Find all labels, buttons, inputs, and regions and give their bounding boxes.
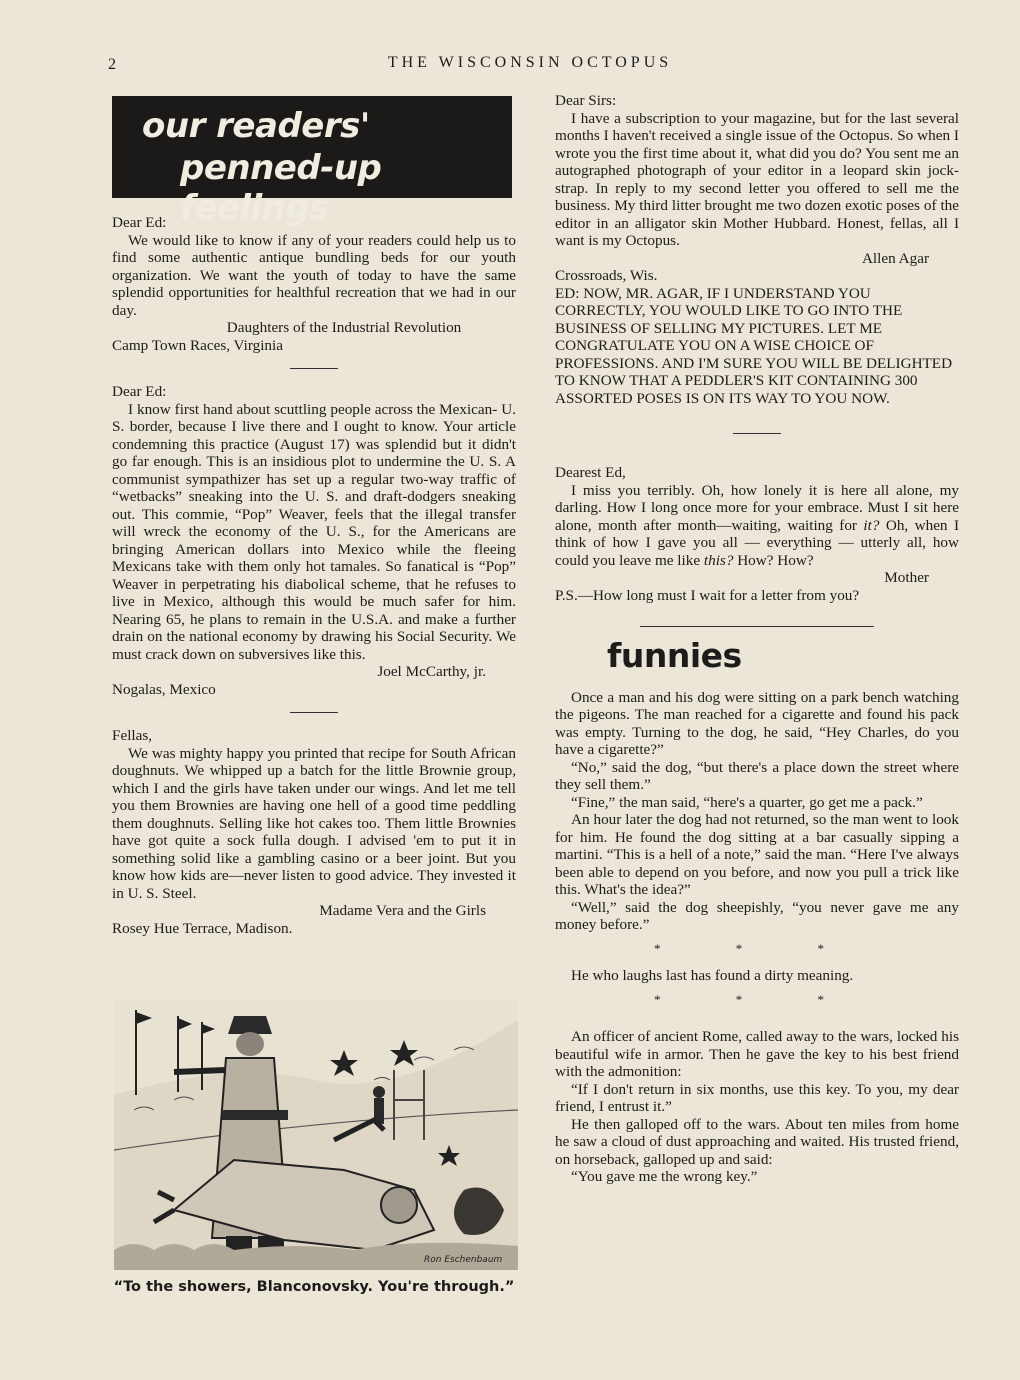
letter-body: We was mighty happy you printed that recipe for South African doughnuts. We whipped up a batch for the little Brownie group, which I and the girls have taken under our wings. And let me tell you them Brownies are having one hell of a good time peddling them doughnuts. Selling like hot cakes too. Them little Brownies have got quite a sock fulla dough. I advised 'em to put it in something solid like a gambling casino or a beer joint. But you know how kids are—never listen to good advice. They invested it in U. S. Steel. <box>112 744 516 902</box>
star-divider: * * * <box>654 991 860 1007</box>
joke-paragraph: He then galloped off to the wars. About ten miles from home he saw a cloud of dust approaching and waited. His trusted friend, on horseback, galloped up and said: <box>555 1115 959 1168</box>
joke-paragraph: “Fine,” the man said, “here's a quarter, go get me a pack.” <box>571 793 923 811</box>
letter-brownies <box>112 727 516 937</box>
magazine-title: THE WISCONSIN OCTOPUS <box>387 54 673 71</box>
letter-salutation: Dear Sirs: <box>555 92 617 109</box>
divider <box>290 712 338 713</box>
letter-signature: Madame Vera and the Girls <box>319 902 486 919</box>
joke-paragraph: “If I don't return in six months, use this key. To you, my dear friend, I entrust it.” <box>555 1080 959 1115</box>
letter-postscript: P.S.—How long must I wait for a letter from you? <box>555 586 860 604</box>
letter-mother <box>555 464 959 604</box>
letter-body: We would like to know if any of your readers could help us to find some authentic antique bundling beds for our youth organization. We want the youth of today to have the same splendid opportunities for healthful recreation that we had in our day. <box>112 231 516 319</box>
left-column <box>112 214 516 937</box>
letter-salutation: Dear Ed: <box>112 214 167 231</box>
joke-dog <box>555 689 959 934</box>
letter-place: Nogalas, Mexico <box>112 680 216 698</box>
page-number: 2 <box>108 56 116 73</box>
letter-body: I know first hand about scuttling people across the Mexican- U. S. border, because I live there and I ought to know. Your article condemning this practice (August 17) was splendid but it didn't go far enough. This is an insidious plot to undermine the U. S. A communist sympathizer has set up a regular two-way traffic of “wetbacks” sneaking into the U. S. and draft-dodgers sneaking out. This commie, “Pop” Weaver, feels that the illegal transfer will wreck the economy of the U. S., for the Americans are bringing American dollars into Mexico while the fleeing Mexicans take with them only hot tamales. So fanatical is “Pop” Weaver in perpetrating his diabolical scheme, that he refuses to live in Mexico, although this would be much safer for him. Nearing 65, he plans to remain in the U.S.A. and make a further drain on the national economy by drawing his Social Security. We must crack down on subversives like this. <box>112 400 516 663</box>
divider <box>640 626 874 627</box>
divider <box>733 433 781 434</box>
letter-subscription <box>555 92 959 407</box>
letter-place: Crossroads, Wis. <box>555 267 658 284</box>
letter-body: I have a subscription to your magazine, but for the last several months I haven't received a single issue of the Octopus. So when I wrote you the first time about it, what did you do? You sent me an autographed photograph of your editor in a leopard skin jock-strap. In reply to my second letter you offered to sell me the business. My third litter brought me two dozen exotic poses of the editor in an alligator skin Mother Hubbard. Honest, fellas, all I want is my Octopus. <box>555 109 959 249</box>
joke-paragraph: An hour later the dog had not returned, so the man went to look for him. He found the dog sitting at a bar casually sipping a martini. “This is a hell of a note,” said the man. “Here I've always been able to depend on you before, and now you pull a trick like this. What's the idea?” <box>555 811 959 898</box>
joke-paragraph: “Well,” said the dog sheepishly, “you never gave me any money before.” <box>555 898 959 933</box>
joke-paragraph: “No,” said the dog, “but there's a place down the street where they sell them.” <box>555 758 959 793</box>
star-divider: * * * <box>654 940 860 956</box>
joke-paragraph: “You gave me the wrong key.” <box>571 1168 758 1185</box>
letter-place: Camp Town Races, Virginia <box>112 336 283 354</box>
letter-signature: Joel McCarthy, jr. <box>377 663 486 680</box>
letter-salutation: Dear Ed: <box>112 383 167 400</box>
divider <box>290 368 338 369</box>
cartoon-illustration <box>114 1000 518 1270</box>
right-column <box>555 92 959 1186</box>
funnies-heading: funnies <box>607 636 742 675</box>
letter-signature: Allen Agar <box>861 249 929 267</box>
letter-signature: Mother <box>884 569 929 586</box>
joke-rome <box>555 1028 959 1186</box>
letter-place: Rosey Hue Terrace, Madison. <box>112 919 293 937</box>
letter-bundling-beds <box>112 214 516 354</box>
letter-salutation: Fellas, <box>112 727 153 744</box>
artist-signature: Ron Eschenbaum <box>424 1255 503 1265</box>
letter-wetbacks <box>112 383 516 698</box>
banner-line-2: penned-up feelings <box>180 148 382 228</box>
banner-line-1: our readers' <box>142 106 370 146</box>
letter-signature: Daughters of the Industrial Revolution <box>226 319 462 336</box>
letter-body: I miss you terribly. Oh, how lonely it is here all alone, my darling. How I long once more for your embrace. Must I sit here alone, month after month—waiting, waiting for it? Oh, when I think of how I gave you all — everything — utterly all, how could you leave me like this? How? How? <box>555 481 959 569</box>
joke-paragraph: An officer of ancient Rome, called away to the wars, locked his beautiful wife in armor. Then he gave the key to his best friend with the admonition: <box>555 1028 959 1080</box>
joke-paragraph: Once a man and his dog were sitting on a park bench watching the pigeons. The man reached for a cigarette and found his pack was empty. Turning to the dog, he said, “Hey Charles, do you have a cigarette?” <box>555 688 959 758</box>
joke-laughs-last: He who laughs last has found a dirty meaning. <box>571 967 854 984</box>
letter-salutation: Dearest Ed, <box>555 464 626 481</box>
editor-reply: ED: NOW, MR. AGAR, IF I UNDERSTAND YOU CORRECTLY, YOU WOULD LIKE TO GO INTO THE BUSINESS OF SELLING MY PICTURES. LET ME CONGRATULATE YOU ON A WISE CHOICE OF PROFESSIONS. AND I'M SURE YOU WILL BE DELIGHTED TO KNOW THAT A PEDDLER'S KIT CONTAINING 300 ASSORTED POSES IS ON ITS WAY TO YOU NOW. <box>555 284 953 407</box>
cartoon-caption: “To the showers, Blanconovsky. You're through.” <box>113 1279 515 1295</box>
